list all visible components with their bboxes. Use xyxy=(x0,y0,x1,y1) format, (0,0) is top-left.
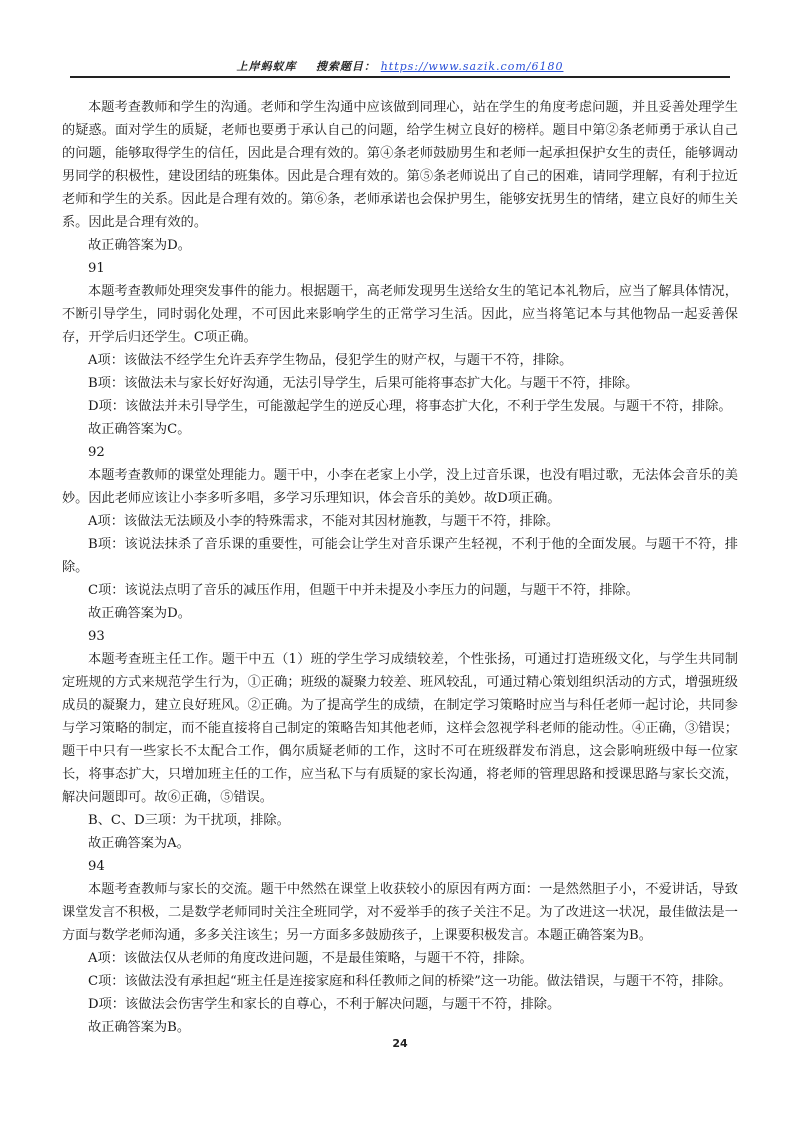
paragraph: A项：该做法仅从老师的角度改进问题，不是最佳策略，与题干不符，排除。 xyxy=(88,951,533,966)
paragraph: A项：该做法不经学生允许丢弃学生物品，侵犯学生的财产权，与题干不符，排除。 xyxy=(88,353,573,368)
question-number: 93 xyxy=(88,629,105,644)
page-number: 24 xyxy=(392,1037,408,1050)
header-url-link[interactable]: https://www.sazik.com/6180 xyxy=(380,60,564,73)
search-label: 搜索题目： xyxy=(315,60,376,73)
paragraph: 本题考查教师处理突发事件的能力。根据题干，高老师发现男生送给女生的笔记本礼物后，应当了解具体情况，不断引导学生，同时弱化处理，不可因此来影响学生的正常学习生活。因此，应当将笔记本与其他物品一起妥善保存，开学后归还学生。C项正确。 xyxy=(62,284,738,345)
paragraph: 本题考查班主任工作。题干中五（1）班的学生学习成绩较差，个性张扬，可通过打造班级文化，与学生共同制定班规的方式来规范学生行为，①正确；班级的凝聚力较差、班风较乱，可通过精心策划组织活动的方式，增强班级成员的凝聚力，建立良好班风。②正确。为了提高学生的成绩，在制定学习策略时应当与科任老师一起讨论，共同参与学习策略的制定，而不能直接将自己制定的策略告知其他老师，这样会忽视学科老师的能动性。④正确，③错误；题干中只有一些家长不太配合工作，偶尔质疑老师的工作，这时不可在班级群发布消息，这会影响班级中每一位家长，将事态扩大，只增加班主任的工作，应当私下与有质疑的家长沟通，将老师的管理思路和授课思路与家长交流，解决问题即可。故⑥正确，⑤错误。 xyxy=(62,652,738,805)
question-number: 92 xyxy=(88,445,105,460)
header-text xyxy=(70,58,730,74)
paragraph: D项：该做法并未引导学生，可能激起学生的逆反心理，将事态扩大化，不利于学生发展。与题干不符，排除。 xyxy=(88,399,732,414)
paragraph: 本题考查教师和学生的沟通。老师和学生沟通中应该做到同理心，站在学生的角度考虑问题，并且妥善处理学生的疑惑。面对学生的质疑，老师也要勇于承认自己的问题，给学生树立良好的榜样。题目中第②条老师勇于承认自己的问题，能够取得学生的信任，因此是合理有效的。第④条老师鼓励男生和老师一起承担保护女生的责任，能够调动男同学的积极性，建设团结的班集体。因此是合理有效的。第⑤条老师说出了自己的困难，请同学理解，有利于拉近老师和学生的关系。因此是合理有效的。第⑥条，老师承诺也会保护男生，能够安抚男生的情绪，建立良好的师生关系。因此是合理有效的。 xyxy=(62,100,738,230)
paragraph: 故正确答案为D。 xyxy=(88,606,191,621)
question-number: 94 xyxy=(88,859,105,874)
header-divider xyxy=(70,76,730,78)
paragraph: 故正确答案为C。 xyxy=(88,422,191,437)
question-number: 91 xyxy=(88,261,105,276)
paragraph: C项：该做法没有承担起“班主任是连接家庭和科任教师之间的桥梁”这一功能。做法错误，与题干不符，排除。 xyxy=(88,974,732,989)
paragraph: 故正确答案为A。 xyxy=(88,836,190,851)
paragraph: 故正确答案为B。 xyxy=(88,1020,191,1035)
page-header xyxy=(70,58,730,80)
paragraph: C项：该说法点明了音乐的减压作用，但题干中并未提及小李压力的问题，与题干不符，排除。 xyxy=(88,583,639,598)
paragraph: 本题考查教师的课堂处理能力。题干中，小李在老家上小学，没上过音乐课，也没有唱过歌，无法体会音乐的美妙。因此老师应该让小李多听多唱，多学习乐理知识，体会音乐的美妙。故D项正确。 xyxy=(62,468,738,506)
paragraph: A项：该做法无法顾及小李的特殊需求，不能对其因材施教，与题干不符，排除。 xyxy=(88,514,560,529)
paragraph: B、C、D三项：为干扰项，排除。 xyxy=(88,813,290,828)
paragraph: B项：该做法未与家长好好沟通，无法引导学生，后果可能将事态扩大化。与题干不符，排除。 xyxy=(88,376,639,391)
document-body xyxy=(62,96,738,1039)
site-name: 上岸蚂蚁库 xyxy=(236,60,297,73)
paragraph: 故正确答案为D。 xyxy=(88,238,191,253)
paragraph: 本题考查教师与家长的交流。题干中然然在课堂上收获较小的原因有两方面：一是然然胆子小，不爱讲话，导致课堂发言不积极，二是数学老师同时关注全班同学，对不爱举手的孩子关注不足。为了改进这一状况，最佳做法是一方面与数学老师沟通，多多关注该生；另一方面多多鼓励孩子，上课要积极发言。本题正确答案为B。 xyxy=(62,882,738,943)
paragraph: B项：该说法抹杀了音乐课的重要性，可能会让学生对音乐课产生轻视，不利于他的全面发展。与题干不符，排除。 xyxy=(62,537,738,575)
paragraph: D项：该做法会伤害学生和家长的自尊心，不利于解决问题，与题干不符，排除。 xyxy=(88,997,561,1012)
